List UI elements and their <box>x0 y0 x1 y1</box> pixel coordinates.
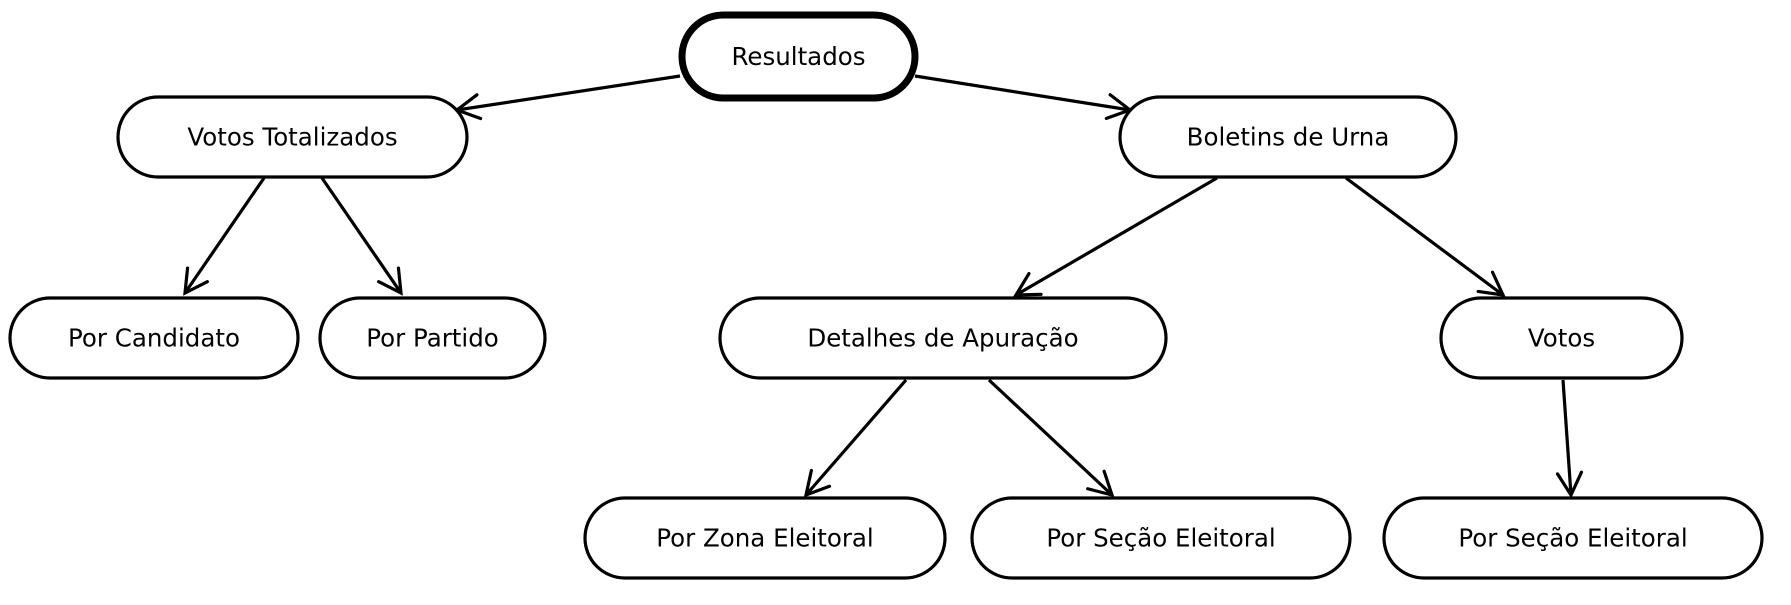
edge-line <box>806 380 906 495</box>
node-label: Boletins de Urna <box>1186 122 1390 152</box>
node-label: Por Zona Eleitoral <box>656 523 874 553</box>
edge-line <box>322 178 401 293</box>
edge-line <box>1016 178 1217 295</box>
edge-votos-to-por-secao-eleitoral-2 <box>1558 380 1582 495</box>
node-label: Resultados <box>731 42 866 71</box>
edge-line <box>457 76 680 110</box>
node-detalhes-de-apuracao <box>720 298 1166 378</box>
edge-line <box>185 178 264 293</box>
node-boletins-de-urna <box>1120 97 1456 177</box>
node-por-partido <box>320 298 545 378</box>
edge-resultados-to-boletins-de-urna <box>915 76 1130 118</box>
node-por-secao-eleitoral-1 <box>972 498 1350 578</box>
edge-line <box>989 380 1112 495</box>
edge-line <box>1563 380 1571 495</box>
node-label: Por Seção Eleitoral <box>1046 523 1276 553</box>
node-por-secao-eleitoral-2 <box>1384 498 1762 578</box>
nodes <box>10 15 1762 578</box>
edge-line <box>915 76 1130 110</box>
edge-boletins-de-urna-to-detalhes-de-apuracao <box>1016 178 1217 295</box>
edge-detalhes-de-apuracao-to-por-secao-eleitoral-1 <box>989 380 1112 495</box>
node-votos <box>1441 298 1682 378</box>
edge-votos-totalizados-to-por-partido <box>322 178 401 293</box>
edge-resultados-to-votos-totalizados <box>457 76 680 119</box>
node-label: Por Partido <box>366 323 499 353</box>
node-por-zona-eleitoral <box>585 498 945 578</box>
node-resultados <box>682 15 915 98</box>
node-label: Por Seção Eleitoral <box>1458 523 1688 553</box>
node-label: Votos Totalizados <box>187 122 398 152</box>
edge-boletins-de-urna-to-votos <box>1346 178 1503 295</box>
node-por-candidato <box>10 298 298 378</box>
edge-detalhes-de-apuracao-to-por-zona-eleitoral <box>806 380 906 495</box>
edge-line <box>1346 178 1503 295</box>
edge-votos-totalizados-to-por-candidato <box>185 178 264 293</box>
node-votos-totalizados <box>118 97 467 177</box>
node-label: Por Candidato <box>68 323 240 353</box>
node-label: Detalhes de Apuração <box>807 323 1079 353</box>
node-label: Votos <box>1527 323 1596 353</box>
